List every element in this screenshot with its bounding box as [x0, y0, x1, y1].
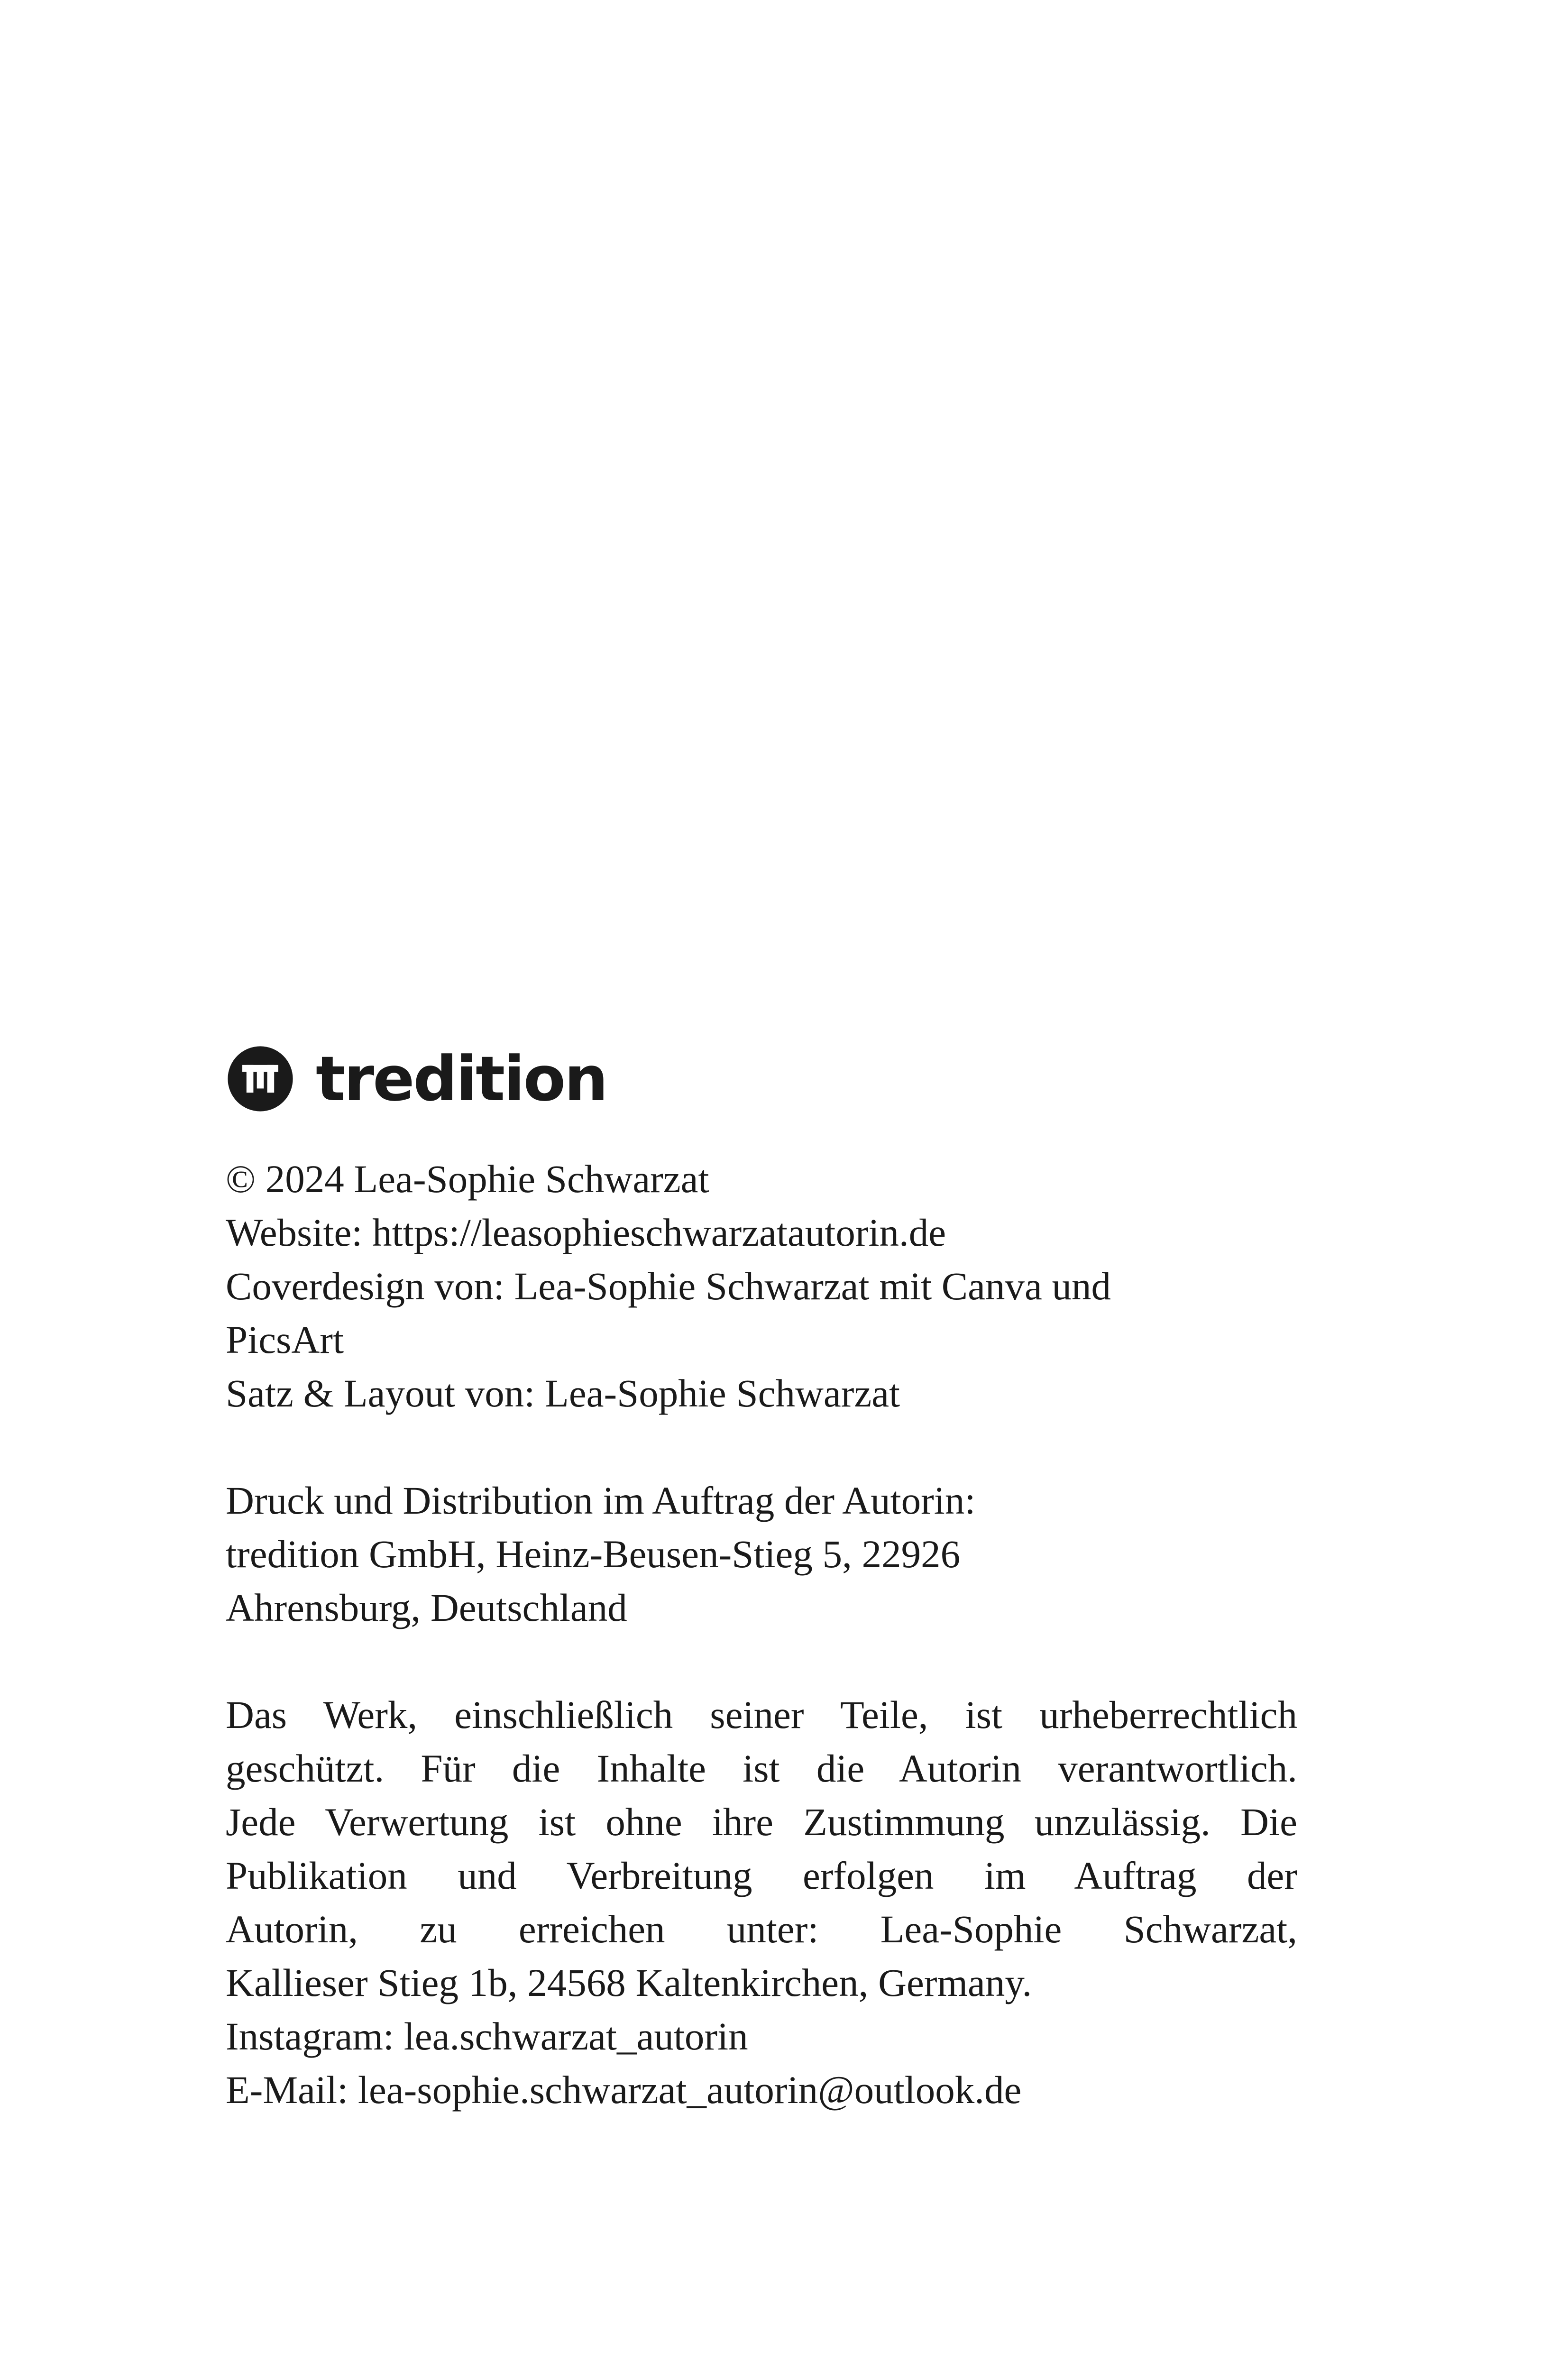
instagram-line: Instagram: lea.schwarzat_autorin: [226, 2014, 748, 2058]
copyright-line: © 2024 Lea-Sophie Schwarzat: [226, 1157, 709, 1201]
credits-block: [226, 1152, 1297, 1420]
distribution-line-3: Ahrensburg, Deutschland: [226, 1586, 627, 1629]
legal-block: [226, 1688, 1297, 2117]
layout-line: Satz & Layout von: Lea-Sophie Schwarzat: [226, 1371, 900, 1415]
publisher-wordmark: tredition: [316, 1043, 607, 1115]
legal-line-3: Jede Verwertung ist ohne ihre Zustimmung unzulässig. Die: [226, 1800, 1297, 1844]
email-line: E-Mail: lea-sophie.schwarzat_autorin@outlook.de: [226, 2068, 1022, 2112]
legal-line-6: Kallieser Stieg 1b, 24568 Kaltenkirchen, Germany.: [226, 1961, 1032, 2004]
legal-line-5: Autorin, zu erreichen unter: Lea-Sophie Schwarzat,: [226, 1907, 1297, 1951]
legal-line-1: Das Werk, einschließlich seiner Teile, ist urheberrechtlich: [226, 1693, 1297, 1737]
legal-line-4: Publikation und Verbreitung erfolgen im Auftrag der: [226, 1854, 1297, 1897]
legal-line-2: geschützt. Für die Inhalte ist die Autorin verantwortlich.: [226, 1746, 1297, 1790]
publisher-logo: [226, 1043, 1297, 1114]
distribution-line-1: Druck und Distribution im Auftrag der Autorin:: [226, 1479, 976, 1522]
distribution-block: [226, 1474, 1297, 1635]
tredition-logo-icon: [226, 1044, 295, 1113]
website-line: Website: https://leasophieschwarzatautorin.de: [226, 1211, 946, 1254]
cover-design-line: Coverdesign von: Lea-Sophie Schwarzat mit Canva und: [226, 1264, 1111, 1308]
imprint-page: [226, 1043, 1297, 2117]
cover-design-line-cont: PicsArt: [226, 1318, 344, 1361]
distribution-line-2: tredition GmbH, Heinz-Beusen-Stieg 5, 22926: [226, 1532, 961, 1576]
